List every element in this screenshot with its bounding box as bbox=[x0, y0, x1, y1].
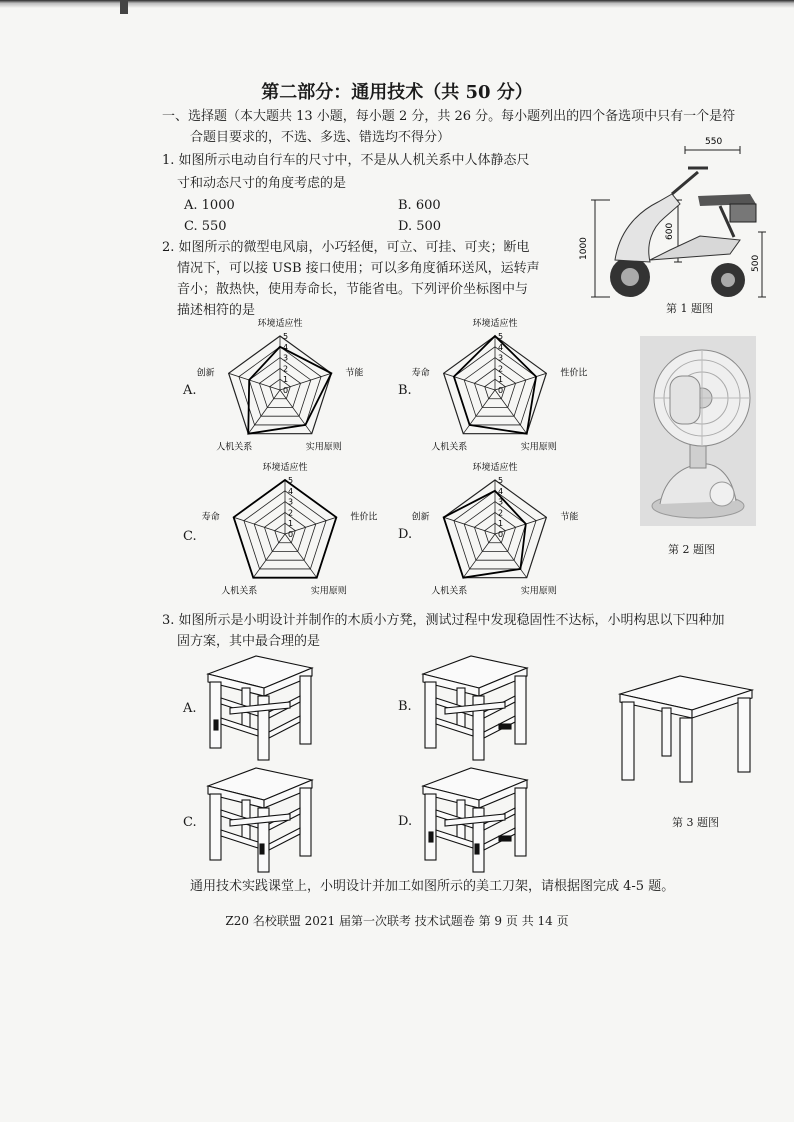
radar-scale-tick: 0 bbox=[498, 530, 504, 539]
radar-axis-label: 寿命 bbox=[201, 512, 220, 523]
stool-leg bbox=[425, 794, 436, 860]
radar-chart-b bbox=[410, 318, 588, 458]
q3-stem-line1: 3. 如图所示是小明设计并制作的木质小方凳，测试过程中发现稳固性不达标，小明构思以下四种加 bbox=[162, 613, 725, 628]
q1-option-b: B. 600 bbox=[398, 198, 441, 213]
q3-option-c: C. bbox=[183, 815, 197, 830]
stool-stretcher bbox=[436, 718, 473, 736]
stool-stretcher bbox=[221, 830, 258, 848]
q1-option-a: A. 1000 bbox=[184, 198, 235, 213]
q2-stem-line4: 描述相符的是 bbox=[177, 303, 256, 318]
radar-axis-label: 性价比 bbox=[560, 368, 588, 379]
radar-chart-a bbox=[196, 318, 364, 458]
dim-label-550: 550 bbox=[705, 137, 723, 147]
dim-label-1000: 1000 bbox=[579, 237, 589, 260]
radar-scale-tick: 4 bbox=[498, 486, 504, 496]
radar-axis-label: 环境适应性 bbox=[257, 319, 303, 329]
stool-body bbox=[423, 768, 527, 872]
radar-axis-label: 人机关系 bbox=[431, 586, 468, 597]
q1-figure-caption: 第 1 题图 bbox=[666, 302, 713, 315]
stool-leg bbox=[210, 682, 221, 748]
radar-axis-label: 创新 bbox=[196, 368, 215, 379]
q3-option-d: D. bbox=[398, 814, 413, 829]
q2-fan-figure bbox=[640, 336, 756, 526]
stool-leg bbox=[622, 702, 634, 780]
radar-scale-tick: 4 bbox=[283, 342, 289, 352]
radar-scale-tick: 4 bbox=[288, 486, 294, 496]
radar-axis-label: 人机关系 bbox=[216, 442, 253, 453]
radar-axis-label: 人机关系 bbox=[431, 442, 468, 453]
stool-joint-mark bbox=[499, 724, 511, 729]
stool-joint-mark bbox=[429, 832, 433, 842]
radar-scale-tick: 0 bbox=[288, 530, 294, 539]
page-footer: Z20 名校联盟 2021 届第一次联考 技术试题卷 第 9 页 共 14 页 bbox=[225, 914, 569, 928]
radar-axis-label: 实用原则 bbox=[310, 586, 347, 597]
stool-body bbox=[620, 676, 752, 782]
stool-stretcher bbox=[269, 828, 300, 850]
radar-scale-tick: 3 bbox=[283, 353, 289, 363]
radar-scale-tick: 1 bbox=[498, 519, 504, 529]
q1-option-d: D. 500 bbox=[398, 219, 442, 234]
radar-scale-tick: 5 bbox=[498, 332, 504, 341]
page-title: 第二部分：通用技术（共 50 分） bbox=[261, 82, 533, 103]
stool-leg bbox=[515, 676, 526, 744]
scan-mark bbox=[120, 0, 128, 14]
q2-option-c-letter: C. bbox=[183, 529, 197, 544]
stool-body bbox=[423, 656, 527, 760]
practice-note: 通用技术实践课堂上，小明设计并加工如图所示的美工刀架，请根据图完成 4-5 题。 bbox=[190, 879, 675, 894]
stool-option-c bbox=[200, 762, 320, 877]
q3-figure-caption: 第 3 题图 bbox=[672, 816, 719, 829]
q2-stem-line2: 情况下，可以接 USB 接口使用；可以多角度循环送风，运转声 bbox=[177, 261, 540, 276]
stool-joint-mark bbox=[260, 844, 264, 854]
q1-ebike-figure bbox=[580, 132, 780, 304]
radar-axis-label: 节能 bbox=[345, 368, 364, 379]
stool-leg bbox=[210, 794, 221, 860]
radar-axis-label: 环境适应性 bbox=[262, 463, 308, 473]
q2-figure-caption: 第 2 题图 bbox=[668, 543, 715, 556]
radar-scale-tick: 3 bbox=[498, 353, 504, 363]
q1-stem-line2: 寸和动态尺寸的角度考虑的是 bbox=[177, 176, 347, 191]
radar-axis-label: 环境适应性 bbox=[472, 463, 518, 473]
radar-scale-tick: 2 bbox=[288, 508, 294, 518]
radar-axis-label: 节能 bbox=[560, 512, 579, 523]
stool-joint-mark bbox=[214, 720, 218, 730]
stool-stretcher bbox=[269, 716, 300, 738]
q1-stem-line1: 1. 如图所示电动自行车的尺寸中，不是从人机关系中人体静态尺 bbox=[162, 153, 530, 168]
stool-joint-mark bbox=[499, 836, 511, 841]
q3-option-b: B. bbox=[398, 699, 412, 714]
dim-label-600: 600 bbox=[665, 222, 675, 240]
q3-option-a: A. bbox=[183, 701, 197, 716]
stool-leg bbox=[680, 718, 692, 782]
stool-joint-mark bbox=[475, 844, 479, 854]
stool-leg bbox=[662, 708, 671, 756]
stool-option-a bbox=[200, 650, 320, 765]
radar-chart-d bbox=[411, 462, 579, 602]
q2-stem-line1: 2. 如图所示的微型电风扇，小巧轻便，可立、可挂、可夹；断电 bbox=[162, 240, 530, 255]
stool-option-b bbox=[415, 650, 535, 765]
radar-axis-label: 人机关系 bbox=[221, 586, 258, 597]
radar-scale-tick: 1 bbox=[288, 519, 294, 529]
radar-scale-tick: 2 bbox=[283, 364, 289, 374]
stool-stretcher bbox=[436, 830, 473, 848]
q3-stem-line2: 固方案，其中最合理的是 bbox=[177, 634, 321, 649]
radar-chart-c bbox=[200, 462, 378, 602]
stool-stretcher bbox=[221, 718, 258, 736]
stool-leg bbox=[515, 788, 526, 856]
radar-value-polygon bbox=[248, 347, 331, 434]
radar-axis-label: 实用原则 bbox=[520, 442, 557, 453]
radar-scale-tick: 4 bbox=[498, 342, 504, 352]
stool-leg bbox=[425, 682, 436, 748]
q2-option-a-letter: A. bbox=[183, 383, 197, 398]
radar-scale-tick: 3 bbox=[288, 497, 294, 507]
q2-option-b-letter: B. bbox=[398, 383, 412, 398]
radar-axis-label: 实用原则 bbox=[305, 442, 342, 453]
radar-axis-label: 环境适应性 bbox=[472, 319, 518, 329]
radar-axis-label: 创新 bbox=[411, 512, 430, 523]
radar-scale-tick: 5 bbox=[283, 332, 289, 341]
q1-option-c: C. 550 bbox=[184, 219, 227, 234]
radar-scale-tick: 0 bbox=[498, 386, 504, 395]
ebike-drawing bbox=[610, 168, 756, 297]
radar-scale-tick: 2 bbox=[498, 364, 504, 374]
stool-body bbox=[208, 768, 312, 872]
radar-axis-label: 寿命 bbox=[411, 368, 430, 379]
radar-scale-tick: 3 bbox=[498, 497, 504, 507]
radar-scale-tick: 1 bbox=[283, 375, 289, 385]
radar-scale-tick: 5 bbox=[288, 476, 294, 485]
stool-body bbox=[208, 656, 312, 760]
stool-leg bbox=[300, 788, 311, 856]
stool-option-d bbox=[415, 762, 535, 877]
q2-option-d-letter: D. bbox=[398, 527, 413, 542]
radar-scale-tick: 5 bbox=[498, 476, 504, 485]
stool-original bbox=[610, 668, 760, 788]
stool-leg bbox=[738, 698, 750, 772]
q2-stem-line3: 音小；散热快，使用寿命长，节能省电。下列评价坐标图中与 bbox=[177, 282, 529, 297]
dim-label-500: 500 bbox=[751, 254, 761, 272]
radar-scale-tick: 1 bbox=[498, 375, 504, 385]
section-instruction-line2: 合题目要求的，不选、多选、错选均不得分） bbox=[190, 130, 451, 145]
radar-scale-tick: 0 bbox=[283, 386, 289, 395]
stool-leg bbox=[300, 676, 311, 744]
section-instruction-line1: 一、选择题（本大题共 13 小题，每小题 2 分，共 26 分。每小题列出的四个备选项中只有一个是符 bbox=[162, 109, 736, 124]
radar-scale-tick: 2 bbox=[498, 508, 504, 518]
radar-axis-label: 性价比 bbox=[350, 512, 378, 523]
radar-axis-label: 实用原则 bbox=[520, 586, 557, 597]
